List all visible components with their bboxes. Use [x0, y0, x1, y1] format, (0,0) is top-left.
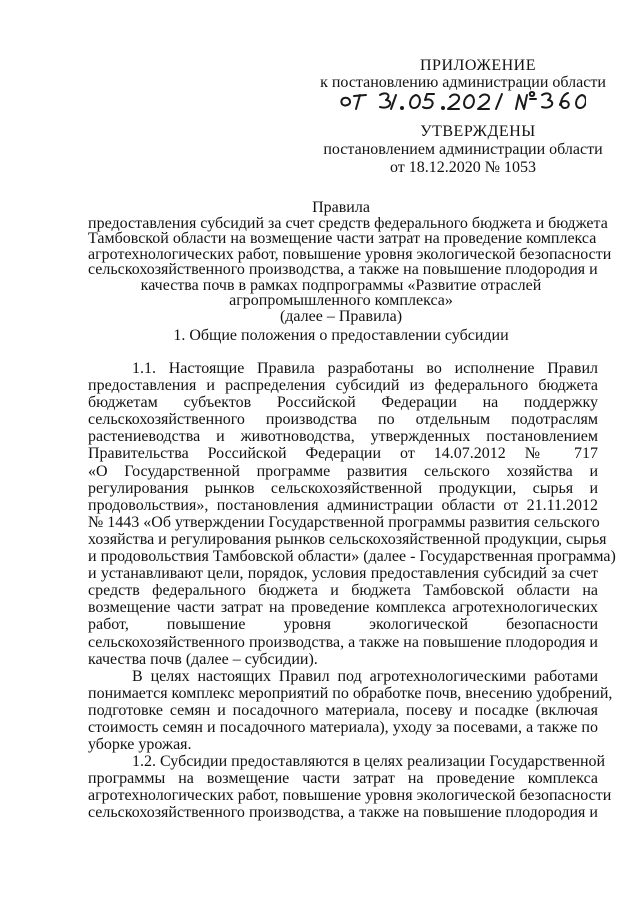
- paragraph-line: возмещение части затрат на проведение комплекса агротехнологических: [88, 599, 598, 617]
- document-title: [88, 199, 612, 325]
- paragraph-line: регулирования рынков сельскохозяйственной продукции, сырья и: [88, 479, 598, 497]
- paragraph-line: В целях настоящих Правил под агротехнологическими работами: [132, 667, 598, 685]
- section-heading: 1. Общие положения о предоставлении субсидии: [173, 327, 509, 344]
- paragraph-line: и устанавливают цели, порядок, условия предоставления субсидий за счет: [88, 565, 598, 583]
- appendix-subtitle: к постановлению администрации области: [320, 74, 606, 91]
- title-line: сельскохозяйственного производства, а также на повышение плодородия и: [88, 261, 598, 278]
- title-line: агротехнологических работ, повышение уровня экологической безопасности: [88, 245, 612, 263]
- title-line: Правила: [312, 199, 370, 216]
- paragraph-line: стоимость семян и посадочного материала), уходу за посевами, а также по: [88, 718, 598, 736]
- body-text: [88, 360, 616, 822]
- paragraph-line: программы на возмещение части затрат на проведение комплекса: [88, 770, 598, 788]
- paragraph-line: сельскохозяйственного производства по отдельным подотраслям: [88, 411, 598, 429]
- approved-date: от 18.12.2020 № 1053: [389, 159, 537, 176]
- paragraph-line: понимается комплекс мероприятий по обработке почв, внесению удобрений,: [88, 684, 613, 702]
- title-line: предоставления субсидий за счет средств федерального бюджета и бюджета: [88, 214, 608, 232]
- paragraph-line: 1.2. Субсидии предоставляются в целях реализации Государственной: [132, 753, 606, 771]
- paragraph-line: № 1443 «Об утверждении Государственной программы развития сельского: [88, 513, 600, 531]
- paragraph-line: сельскохозяйственного производства, а также на повышение плодородия и: [88, 633, 598, 651]
- paragraph-line: средств федерального бюджета и бюджета Тамбовской области на: [88, 582, 598, 600]
- handwritten-date-number: [336, 86, 586, 116]
- paragraph-line: растениеводства и животноводства, утвержденных постановлением: [88, 428, 598, 446]
- paragraph-line: качества почв (далее – субсидии).: [88, 650, 318, 668]
- paragraph-line: работ, повышение уровня экологической безопасности: [88, 616, 598, 634]
- title-line: (далее – Правила): [279, 307, 403, 325]
- paragraph-line: подготовке семян и посадочного материала, посеву и посадке (включая: [88, 701, 598, 719]
- paragraph-line: предоставления и распределения субсидий из федерального бюджета: [88, 377, 598, 395]
- paragraph-line: бюджетам субъектов Российской Федерации на поддержку: [88, 394, 598, 412]
- paragraph-line: сельскохозяйственного производства, а также на повышение плодородия и: [88, 804, 598, 822]
- title-line: агропромышленного комплекса»: [229, 292, 453, 309]
- paragraph-line: продовольствия», постановления администрации области от 21.11.2012: [88, 496, 598, 514]
- title-line: качества почв в рамках подпрограммы «Развитие отраслей: [140, 276, 542, 294]
- paragraph-line: агротехнологических работ, повышение уровня экологической безопасности: [88, 787, 612, 805]
- appendix-title: ПРИЛОЖЕНИЕ: [419, 57, 536, 74]
- title-line: Тамбовской области на возмещение части затрат на проведение комплекса: [88, 230, 597, 247]
- paragraph-line: и продовольствия Тамбовской области» (далее - Государственная программа): [88, 548, 616, 566]
- paragraph-line: 1.1. Настоящие Правила разработаны во исполнение Правил: [132, 360, 598, 377]
- paragraph-line: «О Государственной программе развития сельского хозяйства и: [88, 462, 598, 480]
- paragraph-line: уборке урожая.: [88, 736, 192, 754]
- paragraph-line: хозяйства и регулирования рынков сельскохозяйственной продукции, сырья: [88, 530, 607, 548]
- approved-title: УТВЕРЖДЕНЫ: [420, 123, 536, 140]
- paragraph-line: Правительства Российской Федерации от 14.07.2012 № 717: [88, 445, 598, 463]
- approved-by: постановлением администрации области: [323, 141, 603, 158]
